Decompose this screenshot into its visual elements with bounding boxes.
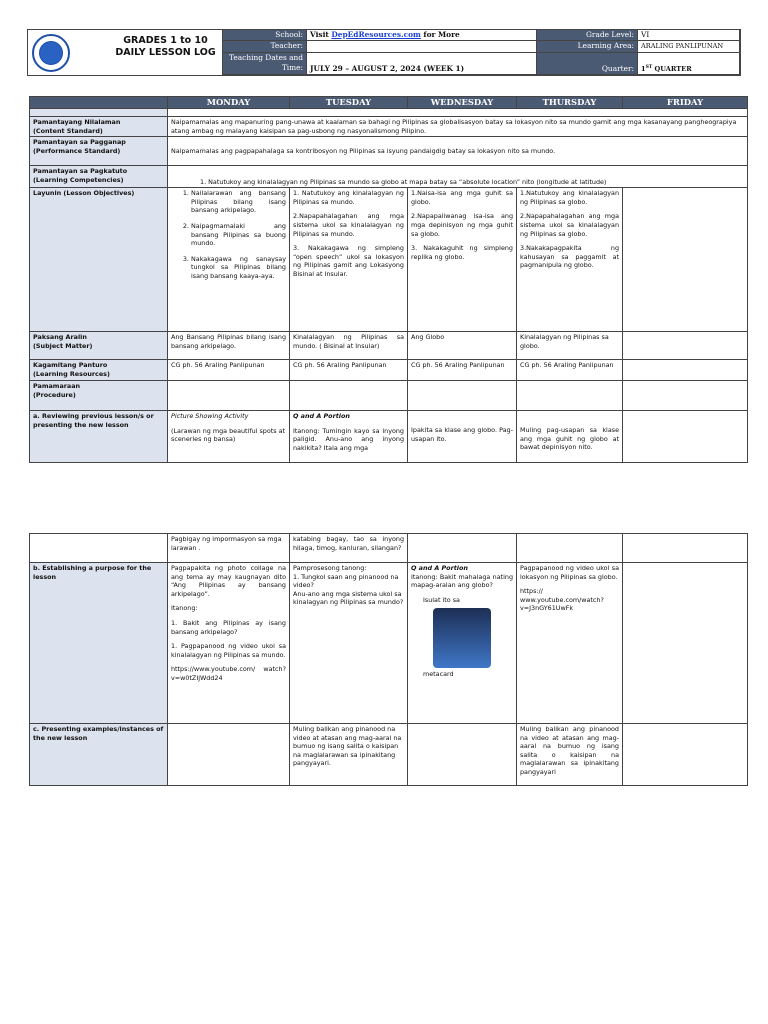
lesson-log-table-page2 bbox=[29, 533, 748, 786]
metacard-note: Isulat ito sa bbox=[423, 595, 460, 604]
purpose-friday bbox=[623, 563, 748, 724]
reviewing-wednesday: Ipakita sa klase ang globo. Pag-usapan ito. bbox=[408, 411, 517, 463]
school-label: School: bbox=[223, 30, 307, 41]
continued-row bbox=[30, 534, 748, 563]
reviewing-friday bbox=[623, 411, 748, 463]
day-thursday: THURSDAY bbox=[517, 97, 623, 109]
subject-thursday: Kinalalagyan ng Pilipinas sa globo. bbox=[517, 332, 623, 360]
subject-matter-row bbox=[30, 332, 748, 360]
subject-matter-label: Paksang Aralin (Subject Matter) bbox=[30, 332, 168, 360]
metacard-image bbox=[433, 608, 491, 668]
performance-standard-row bbox=[30, 137, 748, 166]
subject-wednesday: Ang Globo bbox=[408, 332, 517, 360]
deped-seal bbox=[32, 34, 70, 72]
day-monday: MONDAY bbox=[168, 97, 290, 109]
objective-item: 1.Naisa-isa ang mga guhit sa globo. bbox=[411, 189, 513, 206]
reviewing-row bbox=[30, 411, 748, 463]
reviewing-tuesday: Q and A Portion Itanong: Tumingin kayo sa inyong paligid. Anu-ano ang inyong nakikita? Itala ang mga bbox=[290, 411, 408, 463]
objective-item: 2.Napapahalagahan ang mga sistema ukol sa kinalalagyan ng Pilipinas sa globo. bbox=[520, 212, 619, 238]
purpose-monday-video-link[interactable]: https://www.youtube.com/ watch?v=w0tZIjWdd24 bbox=[171, 665, 286, 682]
objectives-monday bbox=[168, 188, 290, 332]
title-line-2: DAILY LESSON LOG bbox=[115, 47, 216, 58]
spacer-row bbox=[30, 109, 748, 117]
objective-item: 1. Natutukoy ang kinalalagyan ng Pilipinas sa mundo. bbox=[293, 189, 404, 206]
continued-monday: Pagbigay ng impormasyon sa mga larawan . bbox=[168, 534, 290, 563]
objective-item: 2.Napapahalagahan ang mga sistema ukol sa kinalalagyan ng Pilipinas sa mundo. bbox=[293, 212, 404, 238]
continued-tuesday: katabing bagay, tao sa inyong hilaga, timog, kanluran, silangan? bbox=[290, 534, 408, 563]
performance-standard-text: Naipamamalas ang pagpapahalaga sa kontribosyon ng Pilipinas sa isyung pandaigdig batay sa lokasyon nito sa mundo. bbox=[168, 137, 748, 166]
objectives-tuesday bbox=[290, 188, 408, 332]
procedure-label: Pamamaraan (Procedure) bbox=[30, 381, 168, 411]
grade-level-label: Grade Level: bbox=[537, 30, 638, 41]
purpose-monday: Pagpapakita ng photo collage na ang tema ay may kaugnayan dito “Ang Pilipinas ay bansang arkipelago”. Itanong: 1. Bakit ang Pilipinas ay isang bansang arkipelago? 1. Pagpapanood ng video ukol sa kinalalagyan ng Pilipinas sa mundo. https://www.youtube.com/ watch?v=w0tZIjWdd24 bbox=[168, 563, 290, 724]
teaching-dates-label: Teaching Dates and Time: bbox=[223, 52, 307, 75]
content-standard-text: Naipamamalas ang mapanuring pang-unawa at kaalaman sa bahagi ng Pilipinas sa globalisasyon batay sa lokasyon nito sa mundo gamit ang mga kasanayang pangheograpiya atang ambag ng malayang kaisipan sa pag-usbong ng nasyonalismong Pilipino. bbox=[168, 117, 748, 137]
reviewing-label: a. Reviewing previous lesson/s or presenting the new lesson bbox=[30, 411, 168, 463]
competencies-row bbox=[30, 166, 748, 188]
presenting-row bbox=[30, 724, 748, 786]
purpose-thursday: Pagpapanood ng video ukol sa lokasyon ng Pilipinas sa globo. https:// www.youtube.com/watch? v=J3nGY61UwFk bbox=[517, 563, 623, 724]
grade-level-value: VI bbox=[638, 30, 740, 41]
learning-area-label: Learning Area: bbox=[537, 41, 638, 52]
metacard-caption: metacard bbox=[423, 670, 454, 679]
subject-monday: Ang Bansang Pilipinas bilang isang bansang arkipelago. bbox=[168, 332, 290, 360]
day-tuesday: TUESDAY bbox=[290, 97, 408, 109]
objective-item: 1. Nailalarawan ang bansang Pilipinas bilang isang bansang arkipelago. bbox=[191, 189, 286, 215]
presenting-wednesday bbox=[408, 724, 517, 786]
lesson-log-table-page1 bbox=[29, 96, 748, 463]
presenting-tuesday: Muling balikan ang pinanood na video at atasan ang mag-aaral na bumuo ng isang salita o kaisipan na maglalarawan sa ipinakitang pangyayari. bbox=[290, 724, 408, 786]
resources-label: Kagamitang Panturo (Learning Resources) bbox=[30, 360, 168, 381]
dll-title bbox=[98, 35, 233, 59]
content-standard-label: Pamantayang Nilalaman (Content Standard) bbox=[30, 117, 168, 137]
competencies-text: 1. Natutukoy ang kinalalagyan ng Pilipinas sa mundo sa globo at mapa batay sa “absolute location” nito (longitude at latitude) bbox=[168, 166, 748, 188]
objective-item: 3. Nakakaguhit ng simpleng replika ng globo. bbox=[411, 244, 513, 261]
day-friday: FRIDAY bbox=[623, 97, 748, 109]
reviewing-thursday: Muling pag-usapan sa klase ang mga guhit ng globo at bawat depinisyon nito. bbox=[517, 411, 623, 463]
procedure-row bbox=[30, 381, 748, 411]
presenting-friday bbox=[623, 724, 748, 786]
purpose-thursday-video-link[interactable]: https:// www.youtube.com/watch? v=J3nGY61UwFk bbox=[520, 587, 604, 613]
subject-tuesday: Kinalalagyan ng Pilipinas sa mundo. ( Bisinal at Insular) bbox=[290, 332, 408, 360]
objective-item: 3. Nakakagawa ng simpleng “open speech” ukol sa lokasyon ng Pilipinas gamit ang Lokasyong Bisinal at Insular. bbox=[293, 244, 404, 278]
objective-item: 2.Napapaliwanag isa-isa ang mga depinisyon ng mga guhit sa globo. bbox=[411, 212, 513, 238]
objectives-row bbox=[30, 188, 748, 332]
purpose-tuesday: Pamprosesong tanong: 1. Tungkol saan ang pinanood na video? Anu-ano ang mga sistema ukol sa kinalagyan ng Pilipinas sa mundo? bbox=[290, 563, 408, 724]
depedresources-link[interactable]: DepEdResources.com bbox=[331, 30, 421, 39]
resources-row bbox=[30, 360, 748, 381]
objectives-friday bbox=[623, 188, 748, 332]
presenting-monday bbox=[168, 724, 290, 786]
objectives-thursday bbox=[517, 188, 623, 332]
purpose-label: b. Establishing a purpose for the lesson bbox=[30, 563, 168, 724]
subject-friday bbox=[623, 332, 748, 360]
competencies-label: Pamantayan sa Pagkatuto (Learning Competencies) bbox=[30, 166, 168, 188]
presenting-thursday: Muling balikan ang pinanood na video at atasan ang mag-aaral na bumuo ng isang salita o kaisipan na maglalarawan sa ipinakitang pangyayari bbox=[517, 724, 623, 786]
objective-item: 3. Nakakagawa ng sanaysay tungkol sa Pilipinas bilang isang bansang kaaya-aya. bbox=[191, 255, 286, 281]
day-wednesday: WEDNESDAY bbox=[408, 97, 517, 109]
quarter-label: Quarter: bbox=[537, 52, 638, 75]
objective-item: 2. Naipagmamalaki ang bansang Pilipinas sa buong mundo. bbox=[191, 222, 286, 248]
purpose-row bbox=[30, 563, 748, 724]
objective-item: 3.Nakakapagpakita ng kahusayan sa paggamit at pagmanipula ng globo. bbox=[520, 244, 619, 270]
resources-monday: CG ph. 56 Araling Panlipunan bbox=[168, 360, 290, 381]
presenting-label: c. Presenting examples/instances of the new lesson bbox=[30, 724, 168, 786]
resources-friday bbox=[623, 360, 748, 381]
resources-thursday: CG ph. 56 Araling Panlipunan bbox=[517, 360, 623, 381]
objective-item: 1.Natutukoy ang kinalalagyan ng Pilipinas sa globo. bbox=[520, 189, 619, 206]
title-line-1: GRADES 1 to 10 bbox=[123, 35, 208, 46]
objectives-wednesday bbox=[408, 188, 517, 332]
days-header-row bbox=[30, 97, 748, 109]
teacher-value bbox=[307, 41, 537, 52]
quarter-value: 1ST QUARTER bbox=[638, 52, 740, 75]
objectives-label: Layunin (Lesson Objectives) bbox=[30, 188, 168, 332]
resources-wednesday: CG ph. 56 Araling Panlipunan bbox=[408, 360, 517, 381]
content-standard-row bbox=[30, 117, 748, 137]
header-info-table bbox=[222, 29, 740, 75]
reviewing-monday: Picture Showing Activity (Larawan ng mga beautiful spots at sceneries ng bansa) bbox=[168, 411, 290, 463]
purpose-wednesday: Q and A Portion Itanong: Bakit mahalaga nating mapag-aralan ang globo? Isulat ito sa metacard bbox=[408, 563, 517, 724]
teacher-label: Teacher: bbox=[223, 41, 307, 52]
performance-standard-label: Pamantayan sa Pagganap (Performance Standard) bbox=[30, 137, 168, 166]
resources-tuesday: CG ph. 56 Araling Panlipunan bbox=[290, 360, 408, 381]
school-value: Visit DepEdResources.com for More bbox=[307, 30, 537, 41]
teaching-dates-value: JULY 29 – AUGUST 2, 2024 (WEEK 1) bbox=[307, 52, 537, 75]
learning-area-value: ARALING PANLIPUNAN bbox=[638, 41, 740, 52]
